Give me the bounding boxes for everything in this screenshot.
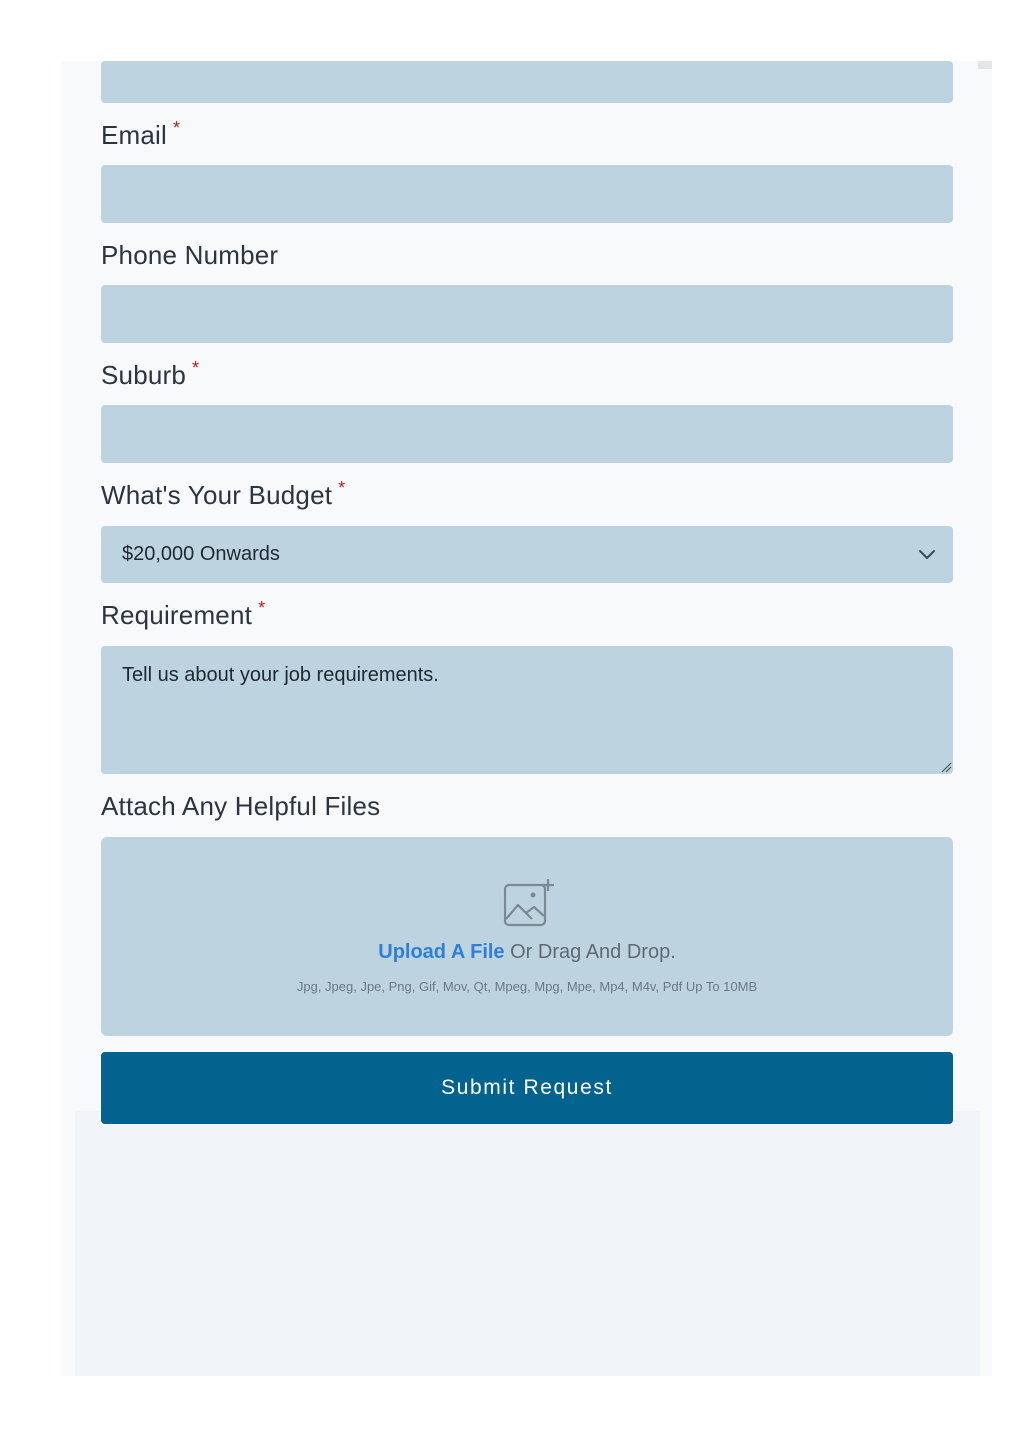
chevron-down-icon[interactable] bbox=[916, 545, 938, 565]
budget-label bbox=[101, 480, 345, 511]
name-input[interactable] bbox=[101, 61, 953, 103]
email-input[interactable] bbox=[101, 165, 953, 223]
attach-label bbox=[101, 791, 380, 822]
upload-prompt bbox=[101, 941, 953, 964]
required-marker: * bbox=[258, 598, 266, 618]
file-dropzone[interactable] bbox=[101, 837, 953, 1036]
suburb-label-text: Suburb bbox=[101, 360, 187, 390]
budget-select-value: $20,000 Onwards bbox=[122, 543, 280, 565]
image-add-icon bbox=[502, 877, 558, 929]
required-marker: * bbox=[338, 478, 346, 498]
budget-label-text: What's Your Budget bbox=[101, 480, 333, 510]
drag-drop-text: Or Drag And Drop. bbox=[504, 941, 676, 963]
upload-file-link[interactable]: Upload A File bbox=[378, 941, 505, 963]
phone-input[interactable] bbox=[101, 285, 953, 343]
submit-request-button[interactable]: Submit Request bbox=[101, 1052, 953, 1124]
required-marker: * bbox=[192, 358, 200, 378]
requirement-label-text: Requirement bbox=[101, 600, 253, 630]
attach-label-text: Attach Any Helpful Files bbox=[101, 791, 381, 821]
requirement-label bbox=[101, 600, 265, 631]
email-label-text: Email bbox=[101, 120, 168, 150]
suburb-label bbox=[101, 360, 199, 391]
phone-label-text: Phone Number bbox=[101, 240, 279, 270]
email-label bbox=[101, 120, 180, 151]
requirement-placeholder: Tell us about your job requirements. bbox=[122, 664, 439, 686]
suburb-input[interactable] bbox=[101, 405, 953, 463]
required-marker: * bbox=[173, 118, 181, 138]
scrollbar-corner bbox=[978, 61, 992, 69]
resize-grip-icon[interactable] bbox=[940, 761, 952, 773]
phone-label bbox=[101, 240, 278, 271]
allowed-file-types: Jpg, Jpeg, Jpe, Png, Gif, Mov, Qt, Mpeg, Mpg, Mpe, Mp4, M4v, Pdf Up To 10MB bbox=[296, 979, 758, 994]
